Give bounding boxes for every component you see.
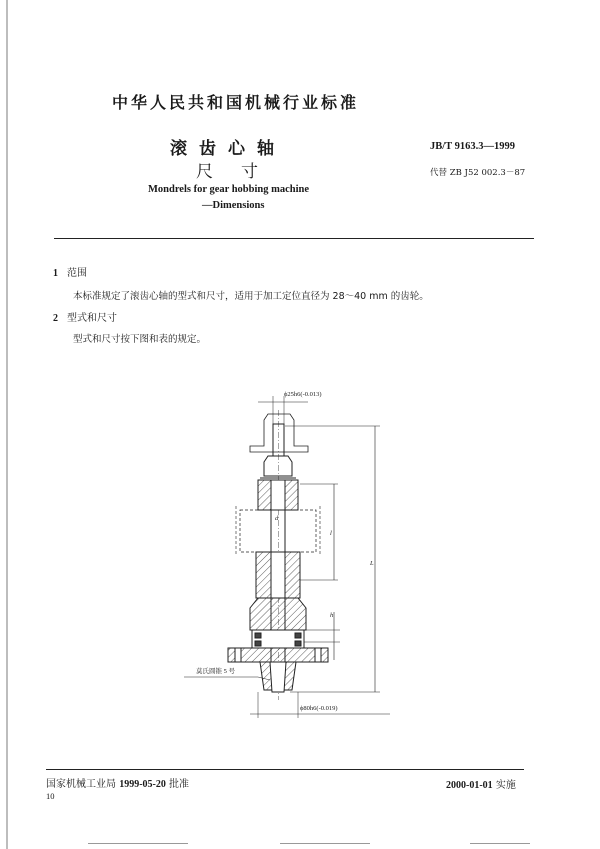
approver: 国家机械工业局: [46, 779, 116, 790]
page-number: 10: [46, 791, 55, 801]
section-number: 2: [53, 313, 58, 324]
bottom-diameter-label: ϕ80h6(-0.019): [300, 705, 338, 712]
effective-info: [446, 776, 516, 791]
section-title: 型式和尺寸: [67, 313, 117, 324]
mandrel-technical-drawing: [180, 380, 400, 720]
effective-suffix: 实施: [495, 780, 516, 791]
length-L-label: L: [370, 560, 374, 567]
section-number: 1: [53, 268, 58, 279]
approval-suffix: 批准: [169, 779, 190, 790]
title-chinese: 滚齿心轴: [170, 139, 286, 159]
effective-date: 2000-01-01: [446, 780, 493, 791]
section-2-text: 型式和尺寸按下图和表的规定。: [73, 334, 207, 345]
height-h-label: h: [330, 612, 334, 619]
top-diameter-label: ϕ25h6(-0.013): [284, 391, 322, 398]
title-english-line2: —Dimensions: [202, 200, 265, 211]
replaces-standard: 代替 ZB J52 002.3－87: [430, 168, 526, 178]
section-2-heading: [53, 309, 117, 324]
section-title: 范围: [67, 268, 87, 279]
inner-diameter-label: d: [275, 515, 279, 522]
approval-date: 1999-05-20: [119, 779, 166, 790]
approval-info: [46, 775, 189, 790]
scan-artifact: [280, 843, 370, 844]
section-1-heading: [53, 264, 87, 279]
length-l-label: l: [330, 530, 332, 537]
taper-label: 莫氏圆锥 5 号: [196, 668, 235, 675]
header-divider: [54, 238, 534, 239]
subtitle-chinese: 尺寸: [196, 162, 286, 182]
standard-header: 中华人民共和国机械行业标准: [112, 93, 360, 112]
scan-artifact: [470, 843, 530, 844]
footer-divider: [46, 769, 524, 770]
section-1-text: 本标准规定了滚齿心轴的型式和尺寸，适用于加工定位直径为 28～40 mm 的齿轮。: [73, 291, 429, 302]
scan-left-edge: [6, 0, 8, 849]
standard-number: JB/T 9163.3—1999: [430, 141, 515, 152]
scan-artifact: [88, 843, 188, 844]
title-english-line1: Mondrels for gear hobbing machine: [148, 184, 310, 195]
